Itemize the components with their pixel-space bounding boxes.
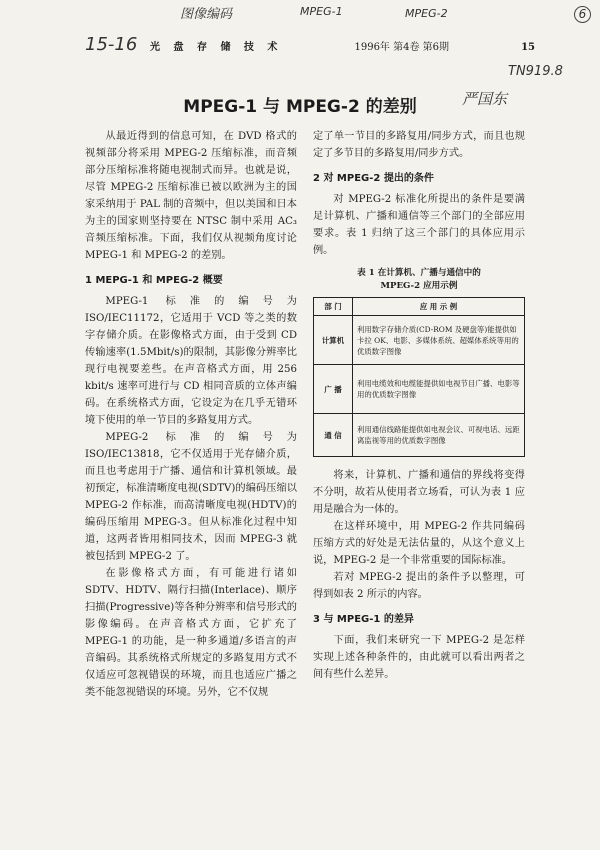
right-column	[313, 128, 525, 683]
table-1-caption	[313, 267, 525, 293]
page-number: 15	[521, 42, 535, 53]
handwritten-page-range: 15-16	[85, 34, 138, 55]
paragraph-convergence: 将来，计算机、广播和通信的界线将变得不分明，故若从使用者立场看，可认为表 1 应用是融合为一体的。	[313, 470, 525, 515]
table-caption-line-2: MPEG-2 应用示例	[380, 281, 458, 291]
issue-info: 1996年 第4卷 第6期	[354, 42, 450, 53]
continued-paragraph: 定了单一节目的多路复用/同步方式，而且也规定了多节目的多路复用/同步方式。	[313, 131, 525, 159]
journal-name: 光 盘 存 储 技 术	[150, 42, 283, 53]
table-row	[314, 316, 525, 365]
table-row	[314, 365, 525, 414]
table-header-dept: 部 门	[314, 298, 353, 316]
table-1	[313, 297, 525, 457]
table-cell-dept: 计算机	[314, 316, 353, 365]
table-caption-line-1: 表 1 在计算机、广播与通信中的	[357, 268, 481, 278]
paragraph-formats: 在影像格式方面，有可能进行诸如 SDTV、HDTV、隔行扫描(Interlace)、顺序扫描(Progressive)等各种分辨率和信号形式的影像编码。在声音格式方面，它扩充了 MPEG-1 的功能，是一种多通道/多语言的声音编码。其系统格式所规定的多路复用方式不仅适应可忽视错误的环境，而且也适应广播之类不能忽视错误的环境。另外，它不仅规	[85, 568, 297, 698]
table-row	[314, 414, 525, 457]
paragraph-differences: 下面，我们来研究一下 MPEG-2 是怎样实现上述各种条件的，由此就可以看出两者之间有些什么差异。	[313, 635, 525, 680]
table-cell-example: 利用通信线路能提供如电视会议、可视电话、远距离监视等用的优质数字图像	[353, 414, 525, 457]
handwritten-scribble-top: 图像编码	[180, 7, 233, 22]
left-column	[85, 128, 297, 701]
table-cell-example: 利用电缆效和电缆能提供如电视节目广播、电影等用的优质数字图像	[353, 365, 525, 414]
handwritten-mpeg1-note: MPEG-1	[300, 5, 343, 18]
paragraph-mpeg1: MPEG-1 标准的编号为 ISO/IEC11172，它适用于 VCD 等之类的数字存储介质。在影像格式方面，由于受到 CD 传输速率(1.5Mbit/s)的限制，其影像分辨率比现行电视要差些。在声音格式方面，用 256 kbit/s 速率可进行与 CD 相同音质的立体声编码。在系统格式方面，它设定为在几乎无错环境下使用的单一节目的多路复用方式。	[85, 296, 297, 426]
paragraph-mpeg2: MPEG-2 标准的编号为 ISO/IEC13818，它不仅适用于光存储介质，而且也考虑用于广播、通信和计算机领域。最初预定，标准清晰度电视(SDTV)的编码压缩以 MPEG-2 作标准，而高清晰度电视(HDTV)的编码压缩用 MPEG-3。但从标准化过程中知道，这两者皆用相同技术，因而 MPEG-3 就被包括到 MPEG-2 了。	[85, 432, 297, 562]
paragraph-table2-ref: 若对 MPEG-2 提出的条件予以整理，可得到如表 2 所示的内容。	[313, 572, 525, 600]
paragraph-conditions: 对 MPEG-2 标准化所提出的条件是要满足计算机、广播和通信等三个部门的全部应用要求。表 1 归纳了这三个部门的具体应用示例。	[313, 194, 525, 256]
intro-paragraph: 从最近得到的信息可知，在 DVD 格式的视频部分将采用 MPEG-2 压缩标准，而音频部分压缩标准将随电视制式而异。也就是说，尽管 MPEG-2 压缩标准已被以欧洲为主的国家采纳用于 PAL 制的音频中，但以美国和日本为主的国家则坚持要在 NTSC 制中采用 AC₃ 音频压缩标准。下面，我们仅从视频角度讨论 MPEG-1 和 MPEG-2 的差别。	[85, 131, 297, 261]
handwritten-corner-mark: 6	[574, 6, 591, 23]
running-header	[150, 38, 535, 53]
handwritten-mpeg2-note: MPEG-2	[405, 7, 448, 20]
handwritten-call-number: TN919.8	[508, 64, 563, 79]
section-2-heading: 2 对 MPEG-2 提出的条件	[313, 173, 434, 184]
table-header-row	[314, 298, 525, 316]
section-1-heading: 1 MEPG-1 和 MPEG-2 概要	[85, 275, 223, 286]
section-3-heading: 3 与 MPEG-1 的差异	[313, 614, 414, 625]
handwritten-signature: 严国东	[462, 90, 508, 108]
table-header-example: 应 用 示 例	[353, 298, 525, 316]
paragraph-benefit: 在这样环境中，用 MPEG-2 作共同编码压缩方式的好处是无法估量的，从这个意义上说，MPEG-2 是一个非常重要的国际标准。	[313, 521, 525, 566]
article-title: MPEG-1 与 MPEG-2 的差别	[183, 97, 417, 117]
table-cell-dept: 广 播	[314, 365, 353, 414]
table-cell-dept: 通 信	[314, 414, 353, 457]
table-cell-example: 利用数字存储介质(CD-ROM 及硬盘等)能提供如卡拉 OK、电影、多媒体系统、超媒体系统等用的优质数字图像	[353, 316, 525, 365]
